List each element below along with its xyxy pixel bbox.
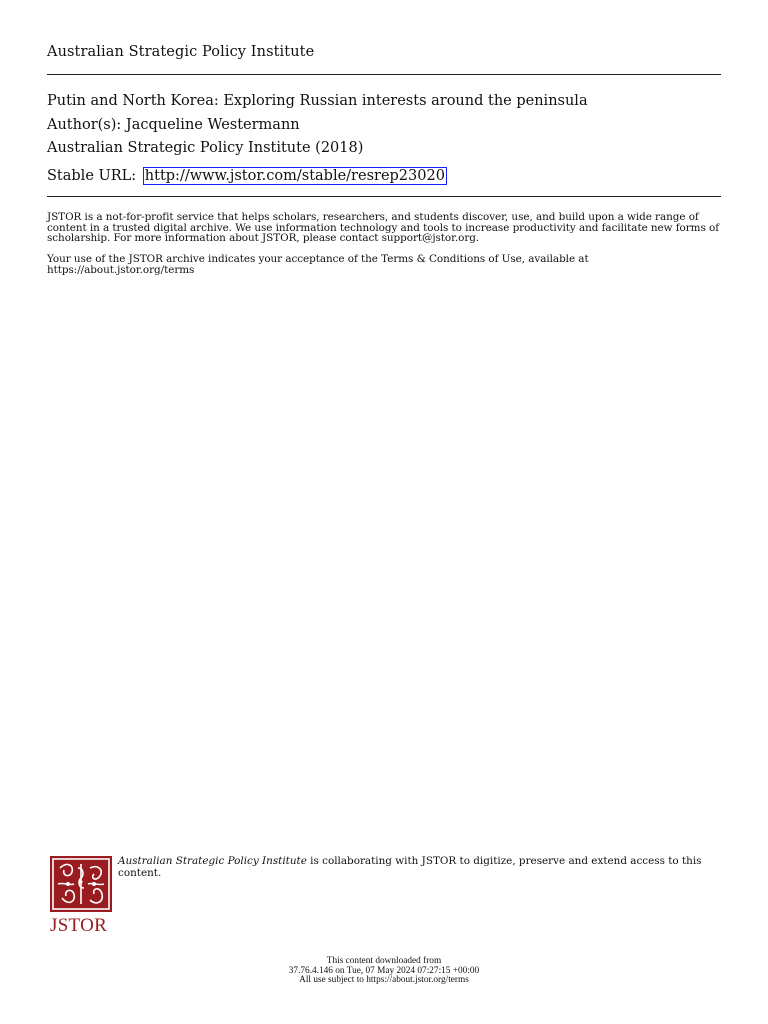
- author-line: [47, 117, 300, 133]
- stable-url-label: Stable URL:: [47, 168, 137, 184]
- bottom-rule: [47, 196, 721, 197]
- footer-line-3: All use subject to https://about.jstor.org/terms: [299, 975, 469, 985]
- source-line: Australian Strategic Policy Institute (2018): [47, 140, 364, 156]
- author-label: Author(s):: [47, 117, 122, 133]
- download-footer: [0, 957, 768, 986]
- top-rule: [47, 74, 721, 75]
- jstor-logo: [50, 856, 112, 936]
- terms-notice-paragraph: Your use of the JSTOR archive indicates your acceptance of the Terms & Conditions of Use, available at https://about.jstor.org/terms: [47, 253, 589, 276]
- jstor-logo-text: JSTOR: [50, 915, 108, 936]
- collaboration-statement: [118, 856, 718, 879]
- collaboration-text: is collaborating with JSTOR to digitize, preserve and extend access to this content.: [118, 855, 702, 879]
- jstor-notice-paragraph: JSTOR is a not-for-profit service that helps scholars, researchers, and students discover, use, and build upon a wide range of content in a trusted digital archive. We use information technology and tools to increase productivity and facilitate new forms of scholarship. For more information about JSTOR, please contact support@jstor.org.: [47, 211, 720, 244]
- stable-url-link[interactable]: http://www.jstor.com/stable/resrep23020: [144, 168, 445, 184]
- footer-line-1: This content downloaded from: [326, 956, 442, 966]
- stable-url-line: [47, 167, 447, 185]
- article-title: Putin and North Korea: Exploring Russian interests around the peninsula: [47, 93, 588, 109]
- collaborating-institution: Australian Strategic Policy Institute: [118, 855, 307, 867]
- footer-line-2: 37.76.4.146 on Tue, 07 May 2024 07:27:15 +00:00: [288, 965, 480, 976]
- author-name: Jacqueline Westermann: [125, 117, 300, 133]
- jstor-logo-icon: [50, 856, 112, 912]
- publisher-header: Australian Strategic Policy Institute: [47, 44, 315, 60]
